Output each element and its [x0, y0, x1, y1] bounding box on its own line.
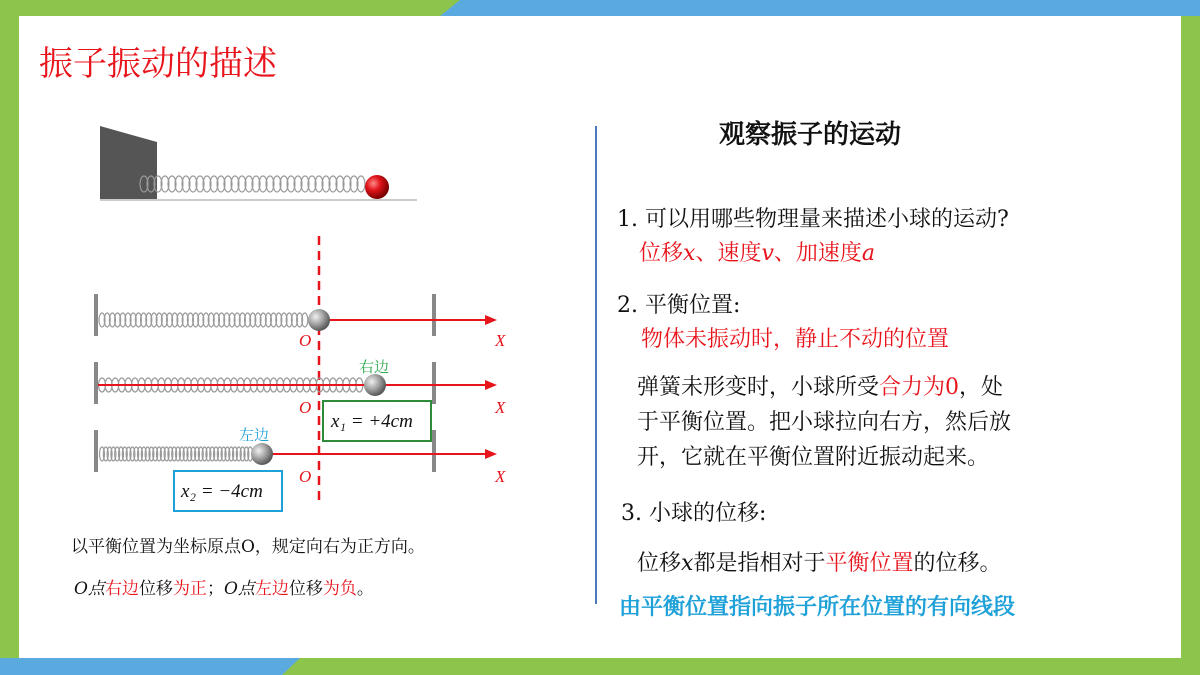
question-number: 3. — [621, 501, 642, 526]
question-text: 小球的位移: — [649, 501, 767, 526]
line-part: 的位移。 — [913, 551, 1002, 576]
description-line-3: 开，它就在平衡位置附近振动起来。 — [637, 445, 990, 470]
ball-1 — [308, 309, 330, 331]
line-part: 位移 — [637, 551, 682, 576]
answer-2: 物体未振动时，静止不动的位置 — [641, 327, 950, 352]
origin-label-2: O — [299, 398, 312, 417]
caption-line-2 — [74, 574, 374, 599]
x2-label: x₂ = −4cm — [181, 481, 263, 502]
displacement-definition: 由平衡位置指向振子所在位置的有向线段 — [619, 594, 1016, 620]
description-line-1 — [637, 370, 1003, 401]
answer-part: x — [683, 241, 696, 266]
panel-title: 观察振子的运动 — [719, 120, 902, 150]
desc-part: 合力为0 — [879, 375, 960, 400]
right-wall-3 — [432, 430, 436, 472]
frame-bottom-stripe — [0, 658, 300, 675]
displacement-line — [637, 546, 1001, 577]
spring-1 — [99, 313, 308, 327]
caption-part: 。 — [356, 579, 374, 599]
slide — [19, 16, 1181, 658]
x1-label: x₁ = +4cm — [331, 411, 413, 432]
caption-part: 为正 — [172, 579, 207, 599]
desc-part: 弹簧未形变时，小球所受 — [637, 375, 880, 400]
caption-part: 位移 — [288, 579, 323, 599]
caption-part: 为负 — [322, 579, 357, 599]
caption-part: O点 — [74, 579, 105, 599]
answer-1 — [639, 236, 875, 267]
top-spring — [140, 176, 365, 192]
axis-label-2: X — [495, 398, 506, 417]
question-text: 平衡位置: — [645, 293, 741, 318]
arrow-head-2 — [485, 380, 497, 390]
question-1 — [617, 202, 1009, 233]
caption-line-1: 以平衡位置为坐标原点O，规定向右为正方向。 — [71, 537, 425, 557]
line-part: 平衡位置 — [825, 551, 914, 576]
arrow-head-3 — [485, 449, 497, 459]
question-number: 1. — [617, 207, 638, 232]
axis-label-1: X — [495, 331, 506, 350]
question-2 — [617, 288, 740, 319]
left-wall-2 — [94, 362, 98, 404]
origin-label-3: O — [299, 467, 312, 486]
right-wall-1 — [432, 294, 436, 336]
caption-part: ； — [206, 579, 224, 599]
caption-part: 位移 — [138, 579, 173, 599]
left-wall-1 — [94, 294, 98, 336]
spring-3 — [100, 447, 253, 461]
origin-label-1: O — [299, 331, 312, 350]
answer-part: 位移 — [639, 241, 684, 266]
ball-3 — [251, 443, 273, 465]
line-part: x — [681, 551, 694, 576]
red-ball — [365, 175, 389, 199]
question-text: 可以用哪些物理量来描述小球的运动? — [645, 207, 1009, 232]
answer-part: 、速度 — [695, 241, 762, 266]
ball-2 — [364, 374, 386, 396]
line-part: 都是指相对于 — [693, 551, 826, 576]
left-wall-3 — [94, 430, 98, 472]
column-divider — [595, 126, 597, 604]
desc-part: ，处 — [959, 375, 1004, 400]
answer-part: 、加速度 — [773, 241, 862, 266]
right-side-label: 右边 — [359, 358, 390, 376]
page-title: 振子振动的描述 — [39, 44, 277, 84]
caption-part: 右边 — [104, 579, 139, 599]
left-side-label: 左边 — [239, 426, 270, 444]
caption-part: O点 — [223, 579, 255, 599]
question-number: 2. — [617, 293, 638, 318]
answer-part: v — [761, 241, 774, 266]
axis-label-3: X — [495, 467, 506, 486]
frame-top-stripe — [440, 0, 1200, 16]
description-line-2: 于平衡位置。把小球拉向右方，然后放 — [637, 410, 1012, 435]
caption-part: 左边 — [254, 579, 289, 599]
arrow-head-1 — [485, 315, 497, 325]
answer-part: a — [861, 241, 876, 266]
question-3 — [621, 496, 766, 527]
right-wall-2 — [432, 362, 436, 404]
